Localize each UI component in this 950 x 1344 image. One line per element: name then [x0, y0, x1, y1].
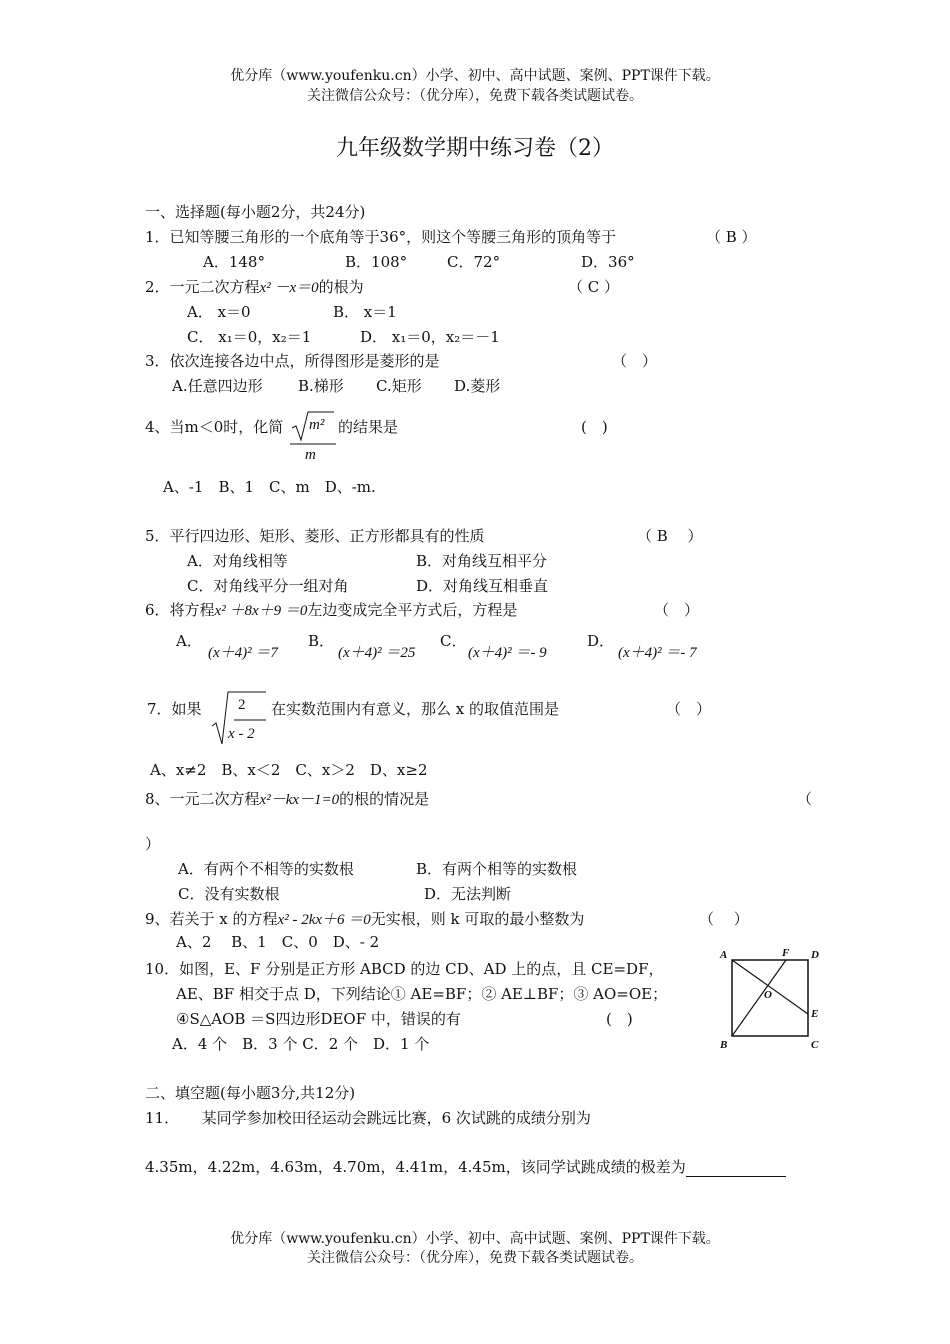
- q5-option-d: D．对角线互相垂直: [416, 577, 549, 595]
- q11-answer-blank[interactable]: [686, 1160, 786, 1177]
- footer-line-2: 关注微信公众号：（优分库），免费下载各类试题试卷。: [307, 1250, 643, 1266]
- q9-stem: [145, 909, 584, 930]
- q10-options: A．4 个 B．3 个 C．2 个 D．1 个: [172, 1035, 430, 1053]
- q2-option-a: A． x＝0: [187, 303, 251, 321]
- label-a: A: [720, 949, 728, 961]
- q6-option-d-label: D．: [587, 632, 615, 650]
- q5-option-b: B．对角线互相平分: [416, 552, 548, 570]
- q2-option-c: C． x₁＝0，x₂＝1: [187, 328, 312, 346]
- q7-stem-pre: 7．如果: [147, 700, 202, 718]
- q7-denominator: x - 2: [228, 726, 255, 742]
- q9-equation: x² - 2kx＋6 ＝0: [277, 912, 371, 928]
- q2-option-d: D． x₁＝0，x₂＝－1: [360, 328, 500, 346]
- q1-stem: 1．已知等腰三角形的一个底角等于36°，则这个等腰三角形的顶角等于: [145, 228, 617, 246]
- q10-line-1: 10．如图，E、F 分别是正方形 ABCD 的边 CD、AD 上的点，且 CE=DF，: [145, 960, 664, 978]
- q2-stem-pre: 2．一元二次方程: [145, 278, 260, 296]
- q2-stem: [145, 277, 364, 298]
- header-line-1: 优分库（www.youfenku.cn）小学、初中、高中试题、案例、PPT课件下载。: [230, 68, 720, 84]
- q6-option-c-label: C．: [440, 632, 467, 650]
- q8-stem-post: 的根的情况是: [339, 790, 430, 808]
- q4-denominator: m: [305, 447, 316, 463]
- q10-answer: ( ): [606, 1010, 633, 1028]
- q8-stem-pre: 8、一元二次方程: [145, 790, 260, 808]
- q11-line-2: [145, 1157, 786, 1177]
- q8-stem: [145, 789, 429, 810]
- q3-option-b: B.梯形: [298, 377, 344, 395]
- q6-option-d: (x＋4)² ＝- 7: [618, 645, 697, 661]
- q10-line-2: AE、BF 相交于点 D，下列结论① AE=BF；② AE⊥BF；③ AO=OE；: [176, 985, 668, 1003]
- q9-answer: （ ）: [699, 910, 749, 928]
- q8-answer-open: （: [797, 790, 813, 808]
- segment-bf: [732, 960, 786, 1036]
- q5-answer: （ B ）: [637, 527, 703, 545]
- q1-option-a: A．148°: [203, 253, 265, 271]
- section-1-heading: 一、选择题(每小题2分，共24分): [145, 203, 366, 221]
- q4-stem-post: 的结果是: [338, 418, 399, 436]
- q9-options: A、2 B、1 C、0 D、- 2: [176, 933, 380, 951]
- label-b: B: [720, 1039, 728, 1051]
- q5-option-c: C．对角线平分一组对角: [187, 577, 349, 595]
- footer-line-1: 优分库（www.youfenku.cn）小学、初中、高中试题、案例、PPT课件下载。: [230, 1231, 720, 1247]
- q11-line-1: 11． 某同学参加校田径运动会跳远比赛，6 次试跳的成绩分别为: [145, 1109, 591, 1127]
- q8-equation: x²－kx－1=0: [259, 792, 340, 808]
- q4-radicand: m²: [309, 417, 325, 433]
- q2-stem-post: 的根为: [318, 278, 364, 296]
- label-c: C: [811, 1039, 819, 1051]
- q1-option-d: D．36°: [581, 253, 635, 271]
- header-line-2: 关注微信公众号：（优分库），免费下载各类试题试卷。: [307, 88, 643, 104]
- q8-option-d: D．无法判断: [424, 885, 512, 903]
- q8-option-c: C．没有实数根: [178, 885, 280, 903]
- label-d: D: [811, 949, 819, 961]
- q6-stem-pre: 6．将方程: [145, 601, 215, 619]
- q4-answer: ( ): [581, 418, 608, 436]
- q9-stem-pre: 9、若关于 x 的方程: [145, 910, 278, 928]
- q8-option-b: B．有两个相等的实数根: [416, 860, 578, 878]
- q3-option-d: D.菱形: [454, 377, 501, 395]
- q10-line-3: ④S△AOB ＝S四边形DEOF 中，错误的有: [176, 1010, 461, 1028]
- segment-ae: [732, 960, 808, 1014]
- label-o: O: [764, 989, 772, 1001]
- q6-equation: x² ＋8x＋9 ＝0: [214, 603, 308, 619]
- q7-options: A、x≠2 B、x＜2 C、x＞2 D、x≥2: [150, 761, 428, 779]
- q7-stem-post: 在实数范围内有意义，那么 x 的取值范围是: [271, 700, 559, 718]
- q6-option-b: (x＋4)² ＝25: [338, 645, 416, 661]
- q5-stem: 5．平行四边形、矩形、菱形、正方形都具有的性质: [145, 527, 485, 545]
- q7-numerator: 2: [238, 697, 246, 713]
- q8-option-a: A．有两个不相等的实数根: [178, 860, 354, 878]
- q2-answer: （ C ）: [568, 278, 620, 296]
- label-e: E: [811, 1008, 819, 1020]
- q3-option-c: C.矩形: [376, 377, 422, 395]
- q2-option-b: B． x＝1: [333, 303, 397, 321]
- q1-option-c: C．72°: [447, 253, 501, 271]
- q1-answer: （ B ）: [706, 228, 757, 246]
- label-f: F: [782, 947, 790, 959]
- q6-option-a: (x＋4)² ＝7: [208, 645, 278, 661]
- q1-option-b: B．108°: [345, 253, 408, 271]
- q2-equation: x² －x＝0: [259, 280, 319, 296]
- q3-option-a: A.任意四边形: [172, 377, 263, 395]
- q6-stem: [145, 600, 517, 621]
- q4-stem-pre: 4、当m＜0时，化简: [145, 418, 284, 436]
- section-2-heading: 二、填空题(每小题3分,共12分): [145, 1084, 356, 1102]
- q3-answer: （ ）: [612, 352, 658, 370]
- page-title: 九年级数学期中练习卷（2）: [336, 136, 614, 161]
- q7-answer: （ ）: [666, 700, 712, 718]
- q6-answer: （ ）: [654, 601, 700, 619]
- q10-figure: [716, 944, 828, 1056]
- q4-options: A、-1 B、1 C、m D、-m.: [163, 478, 376, 496]
- q6-option-b-label: B．: [308, 632, 335, 650]
- q8-answer-close: ）: [145, 835, 161, 853]
- q11-line-2-text: 4.35m，4.22m，4.63m，4.70m，4.41m，4.45m，该同学试跳成绩的极差为: [145, 1158, 686, 1176]
- q5-option-a: A．对角线相等: [187, 552, 288, 570]
- q9-stem-post: 无实根，则 k 可取的最小整数为: [370, 910, 585, 928]
- q6-option-a-label: A．: [176, 632, 202, 650]
- q3-stem: 3．依次连接各边中点，所得图形是菱形的是: [145, 352, 440, 370]
- q6-option-c: (x＋4)² ＝- 9: [468, 645, 547, 661]
- q6-stem-post: 左边变成完全平方式后，方程是: [307, 601, 518, 619]
